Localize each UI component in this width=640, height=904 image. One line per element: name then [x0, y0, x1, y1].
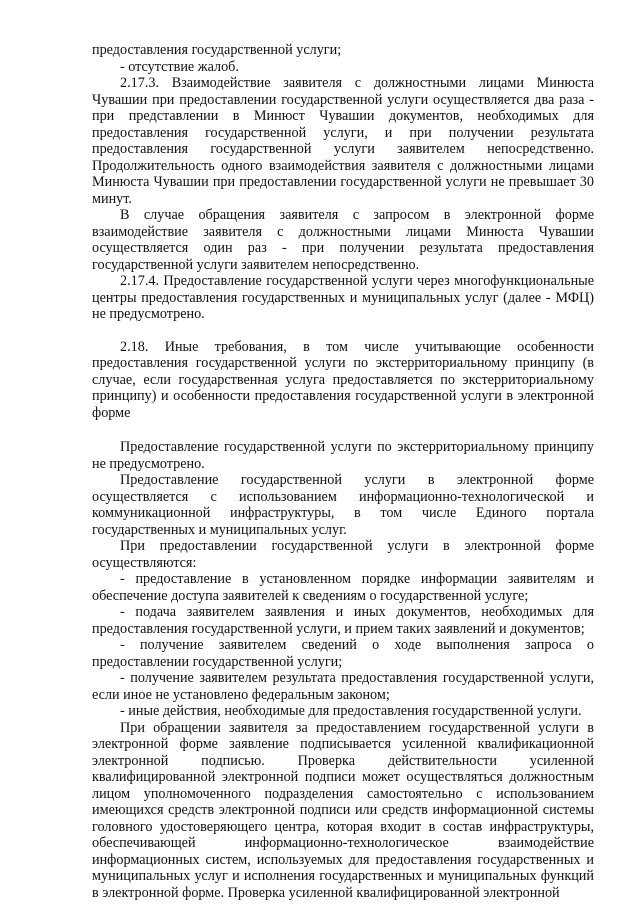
paragraph: При обращении заявителя за предоставлением государственной услуги в электронной форме заявление подписывается усиленной квалификационной электронной подписью. Проверка действительности усиленной квалифицированной электронной подписи может осуществляться должностным лицом уполномоченного подразделения самостоятельно с использованием имеющихся средств электронной подписи или средств информационной системы головного удостоверяющего центра, которая входит в состав инфраструктуры, обеспечивающей информационно-технологическое взаимодействие информационных систем, используемых для предоставления государственных и муниципальных услуг и исполнения государственных и муниципальных функций в электронной форме. Проверка усиленной квалифицированной электронной [92, 719, 594, 901]
list-item: - подача заявителем заявления и иных документов, необходимых для предоставления государственной услуги, и прием таких заявлений и документов; [92, 604, 594, 637]
paragraph: В случае обращения заявителя с запросом в электронной форме взаимодействие заявителя с должностными лицами Минюста Чувашии осуществляется один раз - при получении результата предоставления государственной услуги заявителем непосредственно. [92, 207, 594, 273]
paragraph: предоставления государственной услуги; [92, 42, 342, 58]
list-item: - иные действия, необходимые для предоставления государственной услуги. [120, 703, 582, 719]
paragraph: При предоставлении государственной услуги в электронной форме осуществляются: [92, 538, 594, 571]
list-item: - предоставление в установленном порядке информации заявителям и обеспечение доступа заявителей к сведениям о государственной услуге; [92, 571, 594, 604]
paragraph: Предоставление государственной услуги по экстерриториальному принципу не предусмотрено. [92, 439, 594, 472]
list-item: - получение заявителем сведений о ходе выполнения запроса о предоставлении государственной услуги; [92, 637, 594, 670]
paragraph: Предоставление государственной услуги в электронной форме осуществляется с использованием информационно-технологической и коммуникационной инфраструктуры, в том числе Единого портала государственных и муниципальных услуг. [92, 472, 594, 538]
paragraph: 2.17.4. Предоставление государственной услуги через многофункциональные центры предоставления государственных и муниципальных услуг (далее - МФЦ) не предусмотрено. [92, 273, 594, 322]
list-item: - получение заявителем результата предоставления государственной услуги, если иное не установлено федеральным законом; [92, 670, 594, 703]
spacer [92, 323, 594, 339]
list-item: - отсутствие жалоб. [120, 58, 239, 75]
paragraph: 2.17.3. Взаимодействие заявителя с должностными лицами Минюста Чувашии при предоставлении государственной услуги осуществляется два раза - при представлении в Минюст Чувашии документов, необходимых для предоставления государственной услуги, и при получении результата предоставления государственной услуги заявителем непосредственно. Продолжительность одного взаимодействия заявителя с должностными лицами Минюста Чувашии при предоставлении государственной услуги не превышает 30 минут. [92, 75, 594, 207]
spacer [92, 421, 594, 439]
document-page [92, 42, 594, 901]
section-heading: 2.18. Иные требования, в том числе учитывающие особенности предоставления государственной услуги по экстерриториальному принципу (в случае, если государственная услуга предоставляется по экстерриториальному принципу) и особенности предоставления государственной услуги в электронной форме [92, 338, 594, 421]
